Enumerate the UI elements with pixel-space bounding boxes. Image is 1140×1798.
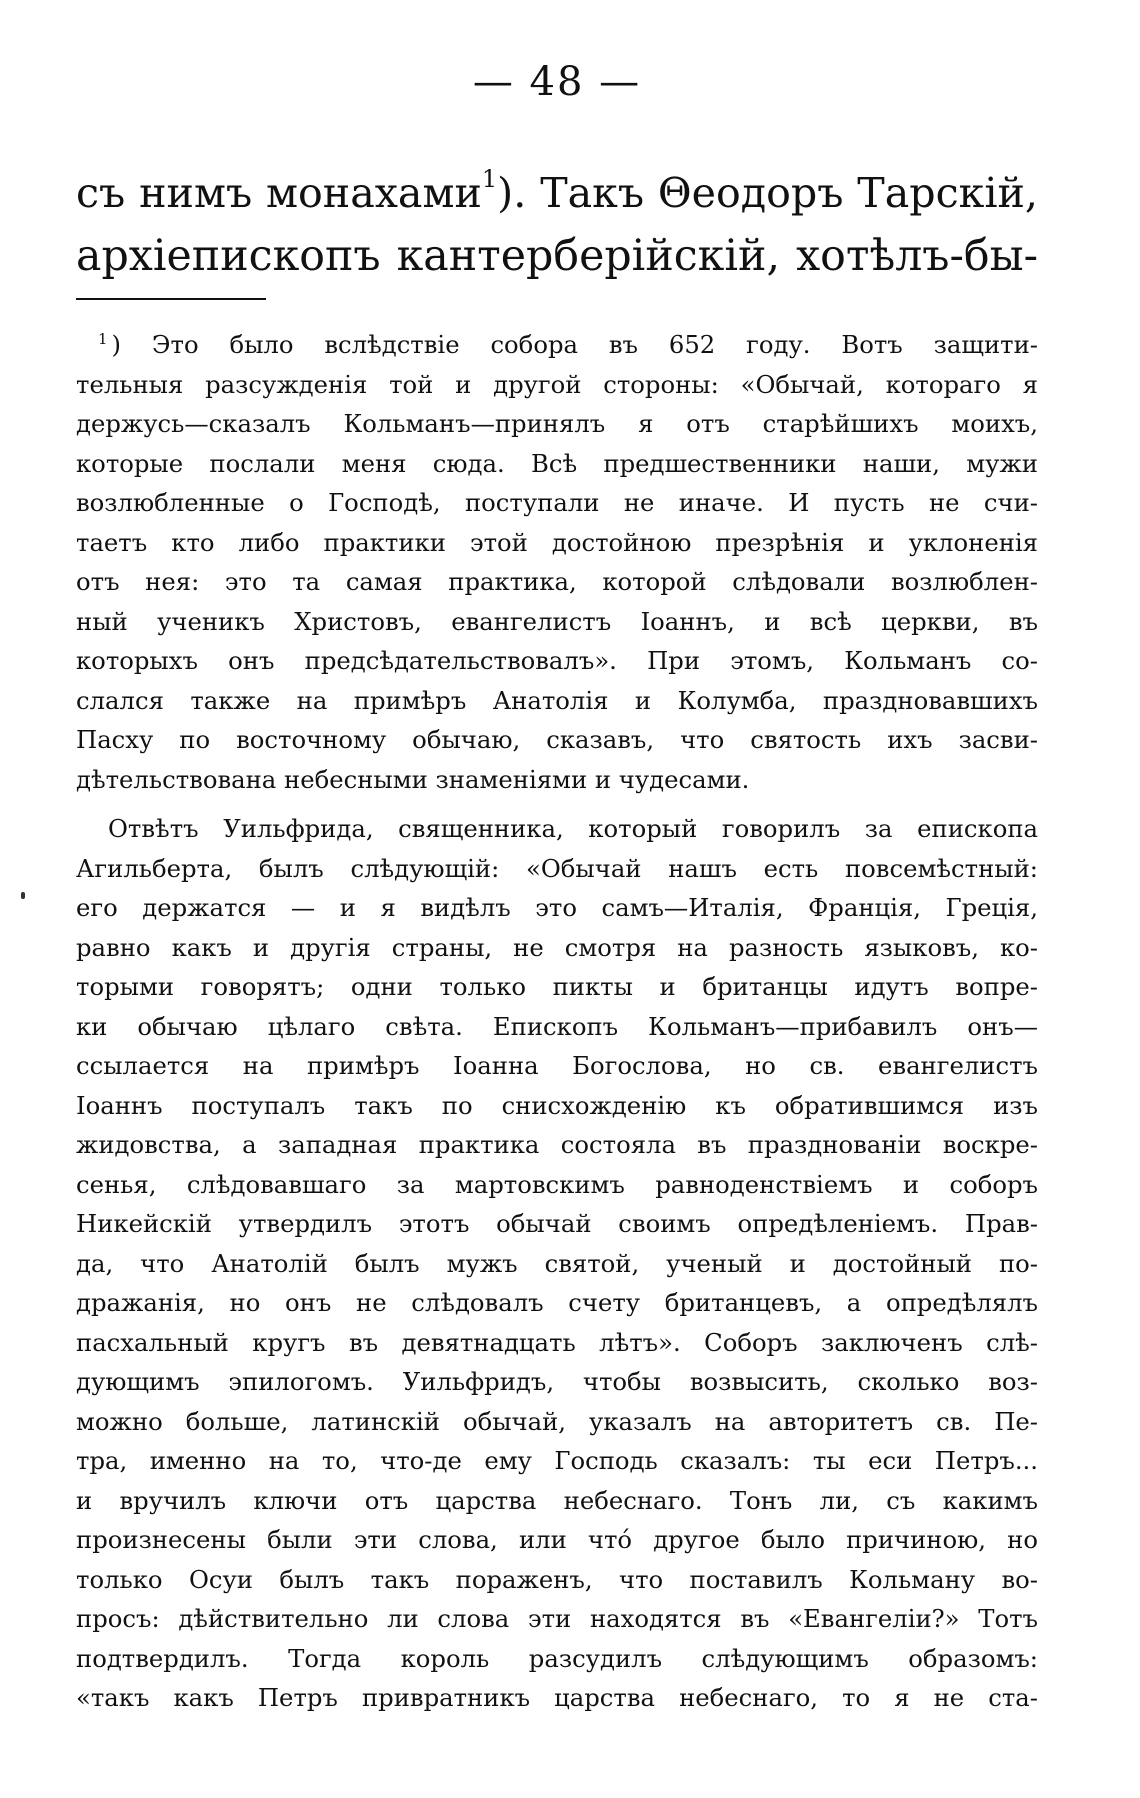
footnote-mark: 1 <box>98 330 108 348</box>
footnote-line: подтвердилъ. Тогда король разсудилъ слѣдующимъ образомъ: <box>76 1643 1038 1673</box>
footnote-line: жидовства, а западная практика состояла въ празднованiи воскре- <box>76 1130 1038 1159</box>
footnote-line: торыми говорятъ; одни только пикты и британцы идутъ вопре- <box>76 972 1038 1001</box>
footnote <box>76 320 1038 1718</box>
footnote-line: произнесены были эти слова, или чтó другое было причиною, но <box>76 1525 1038 1554</box>
footnote-reference-mark: 1 <box>481 165 498 193</box>
footnote-line: ссылается на примѣръ Iоанна Богослова, но св. евангелистъ <box>76 1051 1038 1080</box>
footnote-line: только Осуи былъ такъ пораженъ, что поставилъ Кольману во- <box>76 1564 1038 1594</box>
footnote-line: тельныя разсужденiя той и другой стороны: «Обычай, котораго я <box>76 369 1038 399</box>
main-text-line-1-start: съ нимъ монахами <box>76 169 482 217</box>
footnote-line: слался также на примѣръ Анатолiя и Колумба, праздновавшихъ <box>76 685 1038 715</box>
footnote-line: можно больше, латинскiй обычай, указалъ на авторитетъ св. Пе- <box>76 1406 1038 1436</box>
footnote-line: да, что Анатолiй былъ мужъ святой, ученый и достойный по- <box>76 1248 1038 1278</box>
footnote-line: его держатся — и я видѣлъ это самъ—Италiя, Францiя, Грецiя, <box>76 893 1038 922</box>
footnote-line: которыхъ онъ предсѣдательствовалъ». При этомъ, Кольманъ со- <box>76 646 1038 675</box>
footnote-line: дѣтельствована небесными знаменiями и чудесами. <box>76 764 750 794</box>
main-text-line-1-end: ). Такъ Θеодоръ Тарскiй, <box>497 169 1038 217</box>
footnote-line-text: ) Это было вслѣдствiе собора въ 652 году. Вотъ защити- <box>111 330 1038 359</box>
footnote-line: Iоаннъ поступалъ такъ по снисхожденiю къ обратившимся изъ <box>76 1090 1038 1120</box>
main-text-line-1 <box>76 148 1038 225</box>
footnote-line: дражанiя, но онъ не слѣдовалъ счету британцевъ, а опредѣлялъ <box>76 1288 1038 1317</box>
footnote-line: дующимъ эпилогомъ. Уильфридъ, чтобы возвысить, сколько воз- <box>76 1367 1038 1396</box>
footnote-line: ный ученикъ Христовъ, евангелистъ Iоаннъ, и всѣ церкви, въ <box>76 606 1038 636</box>
footnote-line: равно какъ и другiя страны, не смотря на разность языковъ, ко- <box>76 932 1038 962</box>
book-page <box>76 0 1038 1798</box>
footnote-line: ки обычаю цѣлаго свѣта. Епископъ Кольманъ—прибавилъ онъ— <box>76 1011 1038 1041</box>
footnote-line <box>76 320 1038 365</box>
footnote-line: «такъ какъ Петръ привратникъ царства небеснаго, то я не ста- <box>76 1683 1038 1712</box>
footnote-line: возлюбленные о Господѣ, поступали не иначе. И пусть не счи- <box>76 488 1038 517</box>
footnote-line: держусь—сказалъ Кольманъ—принялъ я отъ старѣйшихъ моихъ, <box>76 409 1038 438</box>
footnote-line: которые послали меня сюда. Всѣ предшественники наши, мужи <box>76 448 1038 478</box>
footnote-divider <box>76 298 266 300</box>
footnote-line: и вручилъ ключи отъ царства небеснаго. Тонъ ли, съ какимъ <box>76 1485 1038 1515</box>
footnote-line: Пасху по восточному обычаю, сказавъ, что святость ихъ засви- <box>76 725 1038 754</box>
page-number: — 48 — <box>472 59 642 105</box>
footnote-line: просъ: дѣйствительно ли слова эти находятся въ «Евангелiи?» Тотъ <box>76 1604 1038 1633</box>
margin-speck <box>21 892 25 899</box>
main-text-line-2: архiепископъ кантерберiйскiй, хотѣлъ-бы- <box>76 231 1038 281</box>
footnote-line: пасхальный кругъ въ девятнадцать лѣтъ». Соборъ заключенъ слѣ- <box>76 1327 1038 1357</box>
footnote-line: таетъ кто либо практики этой достойною презрѣнiя и уклоненiя <box>76 527 1038 557</box>
main-text <box>76 148 1038 288</box>
footnote-line: сенья, слѣдовавшаго за мартовскимъ равноденствiемъ и соборъ <box>76 1169 1038 1199</box>
footnote-line: Агильберта, былъ слѣдующiй: «Обычай нашъ есть повсемѣстный: <box>76 853 1038 883</box>
footnote-line: тра, именно на то, что-де ему Господь сказалъ: ты еси Петръ... <box>76 1446 1038 1475</box>
footnote-line: Отвѣтъ Уильфрида, священника, который говорилъ за епископа <box>108 814 1038 843</box>
footnote-line: Никейскiй утвердилъ этотъ обычай своимъ опредѣленiемъ. Прав- <box>76 1209 1038 1238</box>
footnote-line: отъ нея: это та самая практика, которой слѣдовали возлюблен- <box>76 567 1038 596</box>
